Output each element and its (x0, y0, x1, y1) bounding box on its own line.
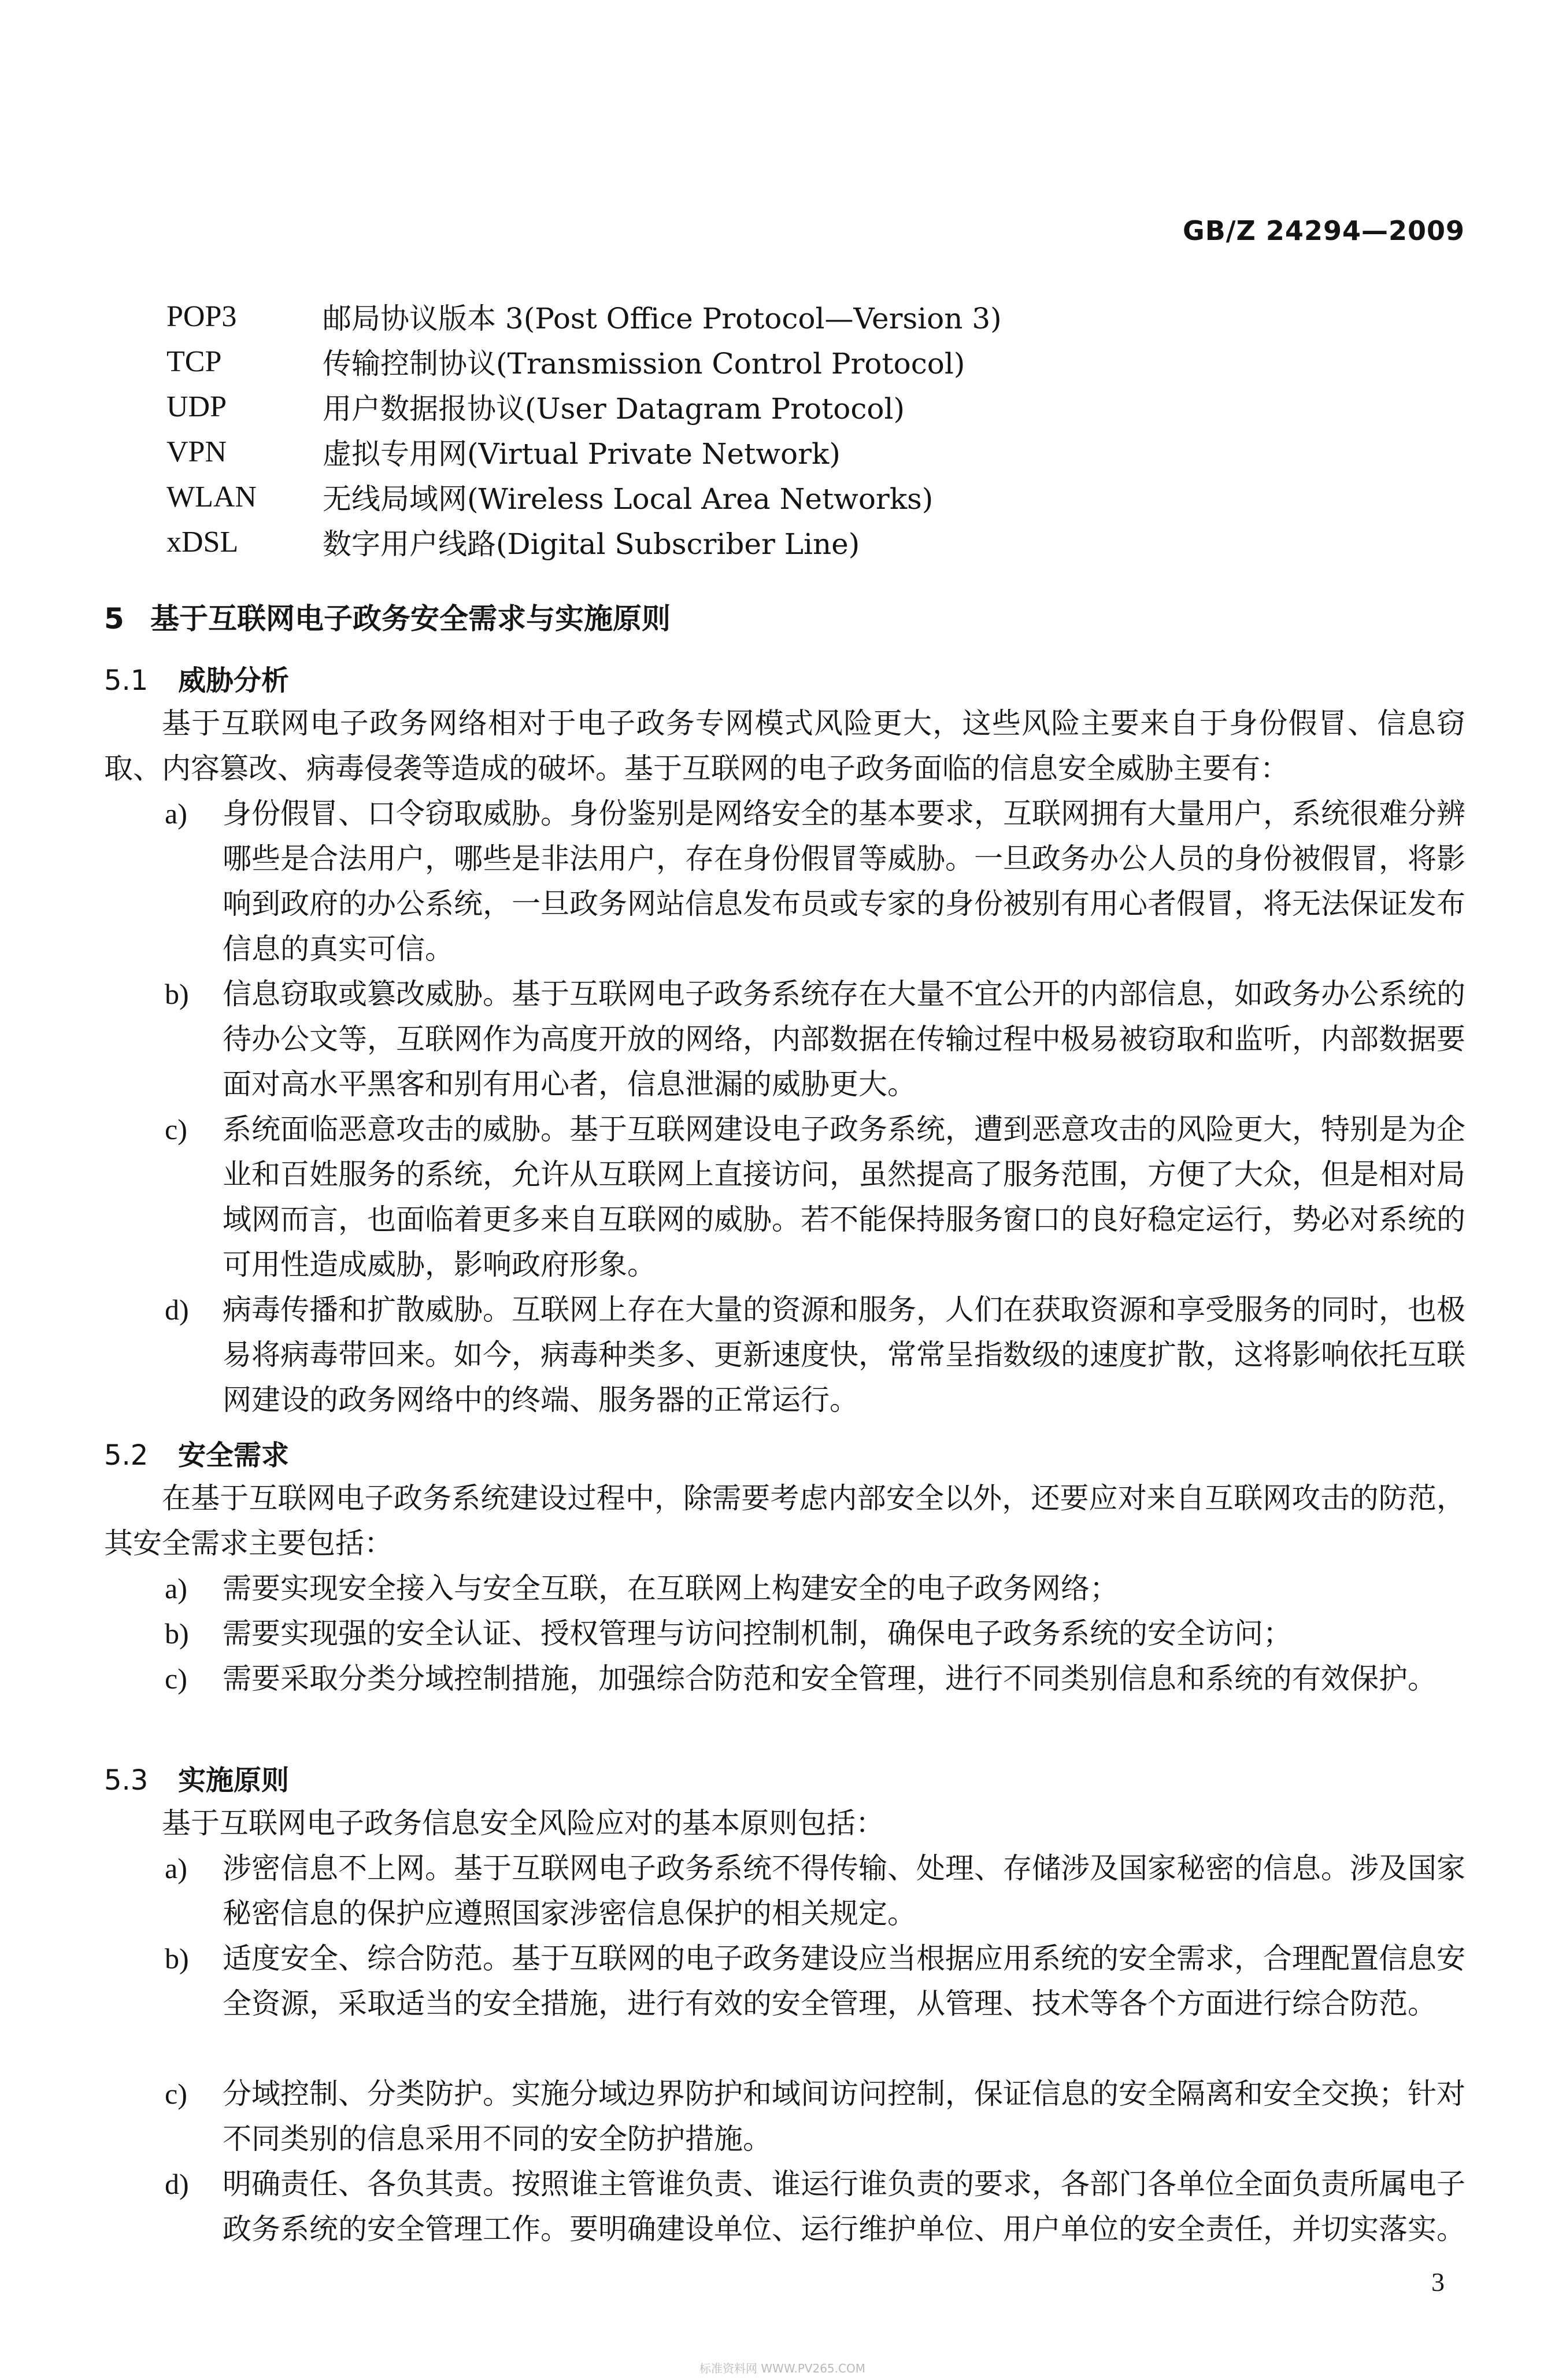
list-item-label: c) (165, 1113, 187, 1145)
subsection-number: 5.2 (104, 1439, 149, 1472)
list-item-label: a) (165, 1572, 187, 1605)
abbreviation-row (166, 429, 1496, 474)
abbreviation-row (166, 519, 1496, 564)
section-5-heading (104, 596, 671, 637)
subsection-number: 5.3 (104, 1764, 149, 1797)
abbreviation-row (166, 384, 1496, 429)
abbreviation-definition: 用户数据报协议(User Datagram Protocol) (323, 392, 905, 426)
list-item-text: 分域控制、分类防护。实施分域边界防护和域间访问控制，保证信息的安全隔离和安全交换；针对不同类别的信息采用不同的安全防护措施。 (223, 2077, 1465, 2156)
list-item-label: a) (165, 1852, 187, 1884)
subsection-5-3-heading (104, 1758, 289, 1798)
list-item-text: 系统面临恶意攻击的威胁。基于互联网建设电子政务系统，遭到恶意攻击的风险更大，特别是为企业和百姓服务的系统，允许从互联网上直接访问，虽然提高了服务范围，方便了大众，但是相对局域网而言，也面临着更多来自互联网的威胁。若不能保持服务窗口的良好稳定运行，势必对系统的可用性造成威胁，影响政府形象。 (223, 1113, 1465, 1281)
abbreviation-row (166, 294, 1496, 339)
abbreviation-term: VPN (166, 435, 227, 468)
abbreviation-term: WLAN (166, 480, 257, 513)
abbreviation-term: xDSL (166, 525, 239, 559)
list-item-label: d) (165, 2168, 189, 2200)
abbreviation-term: POP3 (166, 300, 237, 333)
abbreviation-definition: 虚拟专用网(Virtual Private Network) (323, 437, 841, 471)
list-item (165, 2161, 1465, 2252)
list-item-label: b) (165, 1942, 189, 1975)
subsection-number: 5.1 (104, 664, 149, 697)
section-title: 基于互联网电子政务安全需求与实施原则 (150, 602, 671, 635)
list-item-text: 需要采取分类分域控制措施，加强综合防范和安全管理，进行不同类别信息和系统的有效保护。 (223, 1662, 1437, 1695)
abbreviation-definition: 邮局协议版本 3(Post Office Protocol—Version 3) (323, 302, 1002, 335)
list-item (165, 1566, 1465, 1611)
list-item-text: 需要实现强的安全认证、授权管理与访问控制机制，确保电子政务系统的安全访问； (223, 1617, 1292, 1650)
abbreviation-definition: 数字用户线路(Digital Subscriber Line) (323, 527, 860, 561)
list-item (165, 1656, 1465, 1701)
list-item-text: 病毒传播和扩散威胁。互联网上存在大量的资源和服务，人们在获取资源和享受服务的同时，也极易将病毒带回来。如今，病毒种类多、更新速度快，常常呈指数级的速度扩散，这将影响依托互联网建设的政务网络中的终端、服务器的正常运行。 (223, 1293, 1465, 1417)
list-item-text: 适度安全、综合防范。基于互联网的电子政务建设应当根据应用系统的安全需求，合理配置信息安全资源，采取适当的安全措施，进行有效的安全管理，从管理、技术等各个方面进行综合防范。 (223, 1942, 1465, 2020)
list-item (165, 1287, 1465, 1422)
list-item-label: a) (165, 797, 187, 830)
abbreviation-term: TCP (166, 345, 222, 378)
section-number: 5 (104, 602, 124, 635)
list-item-text: 身份假冒、口令窃取威胁。身份鉴别是网络安全的基本要求，互联网拥有大量用户，系统很难分辨哪些是合法用户，哪些是非法用户，存在身份假冒等威胁。一旦政务办公人员的身份被假冒，将影响到政府的办公系统，一旦政务网站信息发布员或专家的身份被别有用心者假冒，将无法保证发布信息的真实可信。 (223, 797, 1465, 966)
paragraph: 在基于互联网电子政务系统建设过程中，除需要考虑内部安全以外，还要应对来自互联网攻击的防范，其安全需求主要包括： (104, 1481, 1465, 1560)
list-item (165, 1936, 1465, 2026)
list-item (165, 1611, 1465, 1656)
abbreviation-definition: 无线局域网(Wireless Local Area Networks) (323, 482, 934, 516)
subsection-title: 安全需求 (178, 1439, 290, 1472)
list-item-text: 需要实现安全接入与安全互联，在互联网上构建安全的电子政务网络； (223, 1572, 1119, 1605)
paragraph: 基于互联网电子政务网络相对于电子政务专网模式风险更大，这些风险主要来自于身份假冒、信息窃取、内容篡改、病毒侵袭等造成的破坏。基于互联网的电子政务面临的信息安全威胁主要有： (104, 707, 1465, 785)
abbreviation-row (166, 339, 1496, 384)
abbreviation-term: UDP (166, 390, 227, 423)
page-number: 3 (1431, 2267, 1445, 2297)
list-item (165, 971, 1465, 1107)
footer-watermark: 标准资料网 WWW.PV265.COM (699, 2361, 865, 2375)
abbreviation-list (166, 294, 1496, 564)
subsection-title: 实施原则 (178, 1764, 290, 1797)
list-item (165, 1846, 1465, 1936)
subsection-title: 威胁分析 (178, 664, 290, 697)
list-item-label: b) (165, 1617, 189, 1650)
abbreviation-row (166, 474, 1496, 519)
list-item-label: b) (165, 978, 189, 1010)
list-item-label: c) (165, 1662, 187, 1695)
list-item-text: 明确责任、各负其责。按照谁主管谁负责、谁运行谁负责的要求，各部门各单位全面负责所属电子政务系统的安全管理工作。要明确建设单位、运行维护单位、用户单位的安全责任，并切实落实。 (223, 2167, 1465, 2246)
list-item-text: 涉密信息不上网。基于互联网电子政务系统不得传输、处理、存储涉及国家秘密的信息。涉及国家秘密信息的保护应遵照国家涉密信息保护的相关规定。 (223, 1851, 1465, 1930)
list-item (165, 791, 1465, 971)
list-item-label: d) (165, 1294, 189, 1326)
list-item-text: 信息窃取或篡改威胁。基于互联网电子政务系统存在大量不宜公开的内部信息，如政务办公系统的待办公文等，互联网作为高度开放的网络，内部数据在传输过程中极易被窃取和监听，内部数据要面对高水平黑客和别有用心者，信息泄漏的威胁更大。 (223, 977, 1465, 1101)
list-item-label: c) (165, 2078, 187, 2110)
abbreviation-definition: 传输控制协议(Transmission Control Protocol) (323, 347, 965, 380)
list-item (165, 2071, 1465, 2161)
standard-code-header: GB/Z 24294—2009 (1182, 215, 1465, 246)
paragraph: 基于互联网电子政务信息安全风险应对的基本原则包括： (162, 1806, 884, 1840)
subsection-5-2-heading (104, 1433, 289, 1473)
list-item (165, 1107, 1465, 1287)
subsection-5-1-heading (104, 658, 289, 698)
